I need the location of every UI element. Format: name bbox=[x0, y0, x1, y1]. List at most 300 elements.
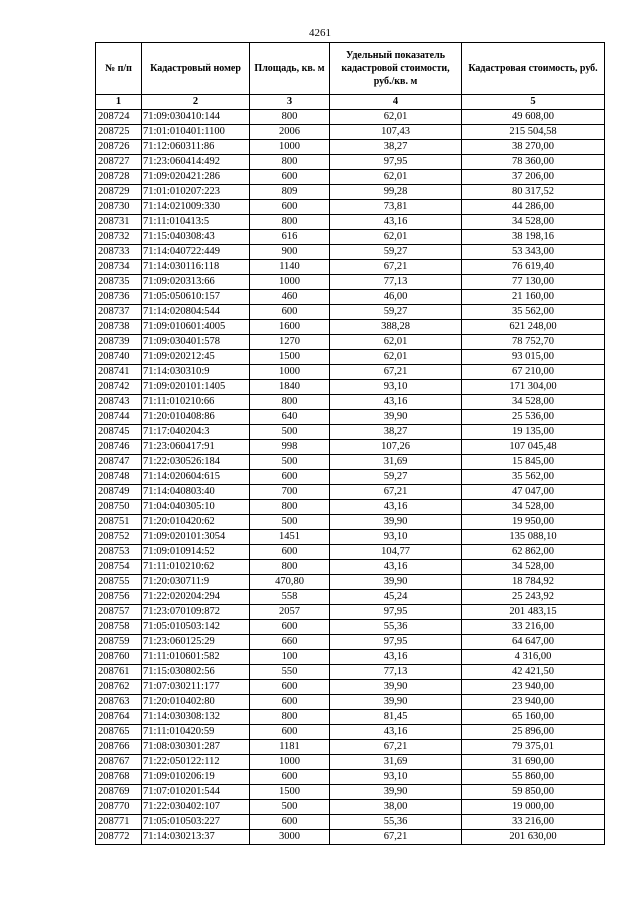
area-value: 800 bbox=[250, 395, 330, 410]
area-value: 660 bbox=[250, 635, 330, 650]
area-value: 1500 bbox=[250, 785, 330, 800]
row-number: 208754 bbox=[96, 560, 142, 575]
unit-value: 46,00 bbox=[330, 290, 462, 305]
table-row bbox=[96, 260, 605, 275]
unit-value: 43,16 bbox=[330, 500, 462, 515]
table-row bbox=[96, 560, 605, 575]
row-number: 208748 bbox=[96, 470, 142, 485]
area-value: 800 bbox=[250, 155, 330, 170]
row-number: 208767 bbox=[96, 755, 142, 770]
area-value: 600 bbox=[250, 620, 330, 635]
unit-value: 97,95 bbox=[330, 605, 462, 620]
table-row bbox=[96, 215, 605, 230]
cadastral-cost: 42 421,50 bbox=[462, 665, 605, 680]
table-row bbox=[96, 770, 605, 785]
unit-value: 67,21 bbox=[330, 485, 462, 500]
table-row bbox=[96, 680, 605, 695]
cadastral-number: 71:20:010402:80 bbox=[142, 695, 250, 710]
cadastral-number: 71:14:020604:615 bbox=[142, 470, 250, 485]
row-number: 208747 bbox=[96, 455, 142, 470]
unit-value: 43,16 bbox=[330, 395, 462, 410]
area-value: 1600 bbox=[250, 320, 330, 335]
cadastral-cost: 67 210,00 bbox=[462, 365, 605, 380]
cadastral-number: 71:07:030211:177 bbox=[142, 680, 250, 695]
cadastral-cost: 18 784,92 bbox=[462, 575, 605, 590]
table-row bbox=[96, 335, 605, 350]
cadastral-number: 71:09:020101:3054 bbox=[142, 530, 250, 545]
cadastral-cost: 59 850,00 bbox=[462, 785, 605, 800]
cadastral-number: 71:14:030308:132 bbox=[142, 710, 250, 725]
table-row bbox=[96, 365, 605, 380]
cadastral-number: 71:23:060125:29 bbox=[142, 635, 250, 650]
table-row bbox=[96, 200, 605, 215]
row-number: 208732 bbox=[96, 230, 142, 245]
area-value: 1270 bbox=[250, 335, 330, 350]
table-row bbox=[96, 230, 605, 245]
row-number: 208761 bbox=[96, 665, 142, 680]
unit-value: 81,45 bbox=[330, 710, 462, 725]
cadastral-number: 71:11:010210:62 bbox=[142, 560, 250, 575]
cadastral-number: 71:09:010206:19 bbox=[142, 770, 250, 785]
area-value: 1000 bbox=[250, 365, 330, 380]
table-row bbox=[96, 740, 605, 755]
cadastral-cost: 19 135,00 bbox=[462, 425, 605, 440]
area-value: 1000 bbox=[250, 275, 330, 290]
unit-value: 38,27 bbox=[330, 140, 462, 155]
cadastral-cost: 34 528,00 bbox=[462, 560, 605, 575]
table-row bbox=[96, 530, 605, 545]
header-unit-value: Удельный показатель кадастровой стоимости, руб./кв. м bbox=[330, 43, 462, 95]
unit-value: 97,95 bbox=[330, 155, 462, 170]
unit-value: 45,24 bbox=[330, 590, 462, 605]
area-value: 558 bbox=[250, 590, 330, 605]
table-row bbox=[96, 305, 605, 320]
cadastral-number: 71:11:010210:66 bbox=[142, 395, 250, 410]
cadastral-cost: 77 130,00 bbox=[462, 275, 605, 290]
area-value: 700 bbox=[250, 485, 330, 500]
area-value: 600 bbox=[250, 725, 330, 740]
table-row bbox=[96, 575, 605, 590]
cadastral-number: 71:23:060417:91 bbox=[142, 440, 250, 455]
unit-value: 388,28 bbox=[330, 320, 462, 335]
area-value: 1181 bbox=[250, 740, 330, 755]
cadastral-number: 71:09:010914:52 bbox=[142, 545, 250, 560]
cadastral-cost: 107 045,48 bbox=[462, 440, 605, 455]
cadastral-number: 71:14:030213:37 bbox=[142, 830, 250, 845]
area-value: 998 bbox=[250, 440, 330, 455]
cadastral-number: 71:05:050610:157 bbox=[142, 290, 250, 305]
unit-value: 62,01 bbox=[330, 335, 462, 350]
cadastral-cost: 25 243,92 bbox=[462, 590, 605, 605]
unit-value: 67,21 bbox=[330, 830, 462, 845]
cadastral-cost: 78 752,70 bbox=[462, 335, 605, 350]
cadastral-number: 71:22:030402:107 bbox=[142, 800, 250, 815]
cadastral-cost: 215 504,58 bbox=[462, 125, 605, 140]
area-value: 600 bbox=[250, 695, 330, 710]
cadastral-number: 71:05:010503:142 bbox=[142, 620, 250, 635]
table-row bbox=[96, 290, 605, 305]
row-number: 208771 bbox=[96, 815, 142, 830]
area-value: 1140 bbox=[250, 260, 330, 275]
row-number: 208743 bbox=[96, 395, 142, 410]
unit-value: 67,21 bbox=[330, 260, 462, 275]
cadastral-number: 71:20:010420:62 bbox=[142, 515, 250, 530]
unit-value: 104,77 bbox=[330, 545, 462, 560]
row-number: 208759 bbox=[96, 635, 142, 650]
table-row bbox=[96, 425, 605, 440]
cadastral-number: 71:22:020204:294 bbox=[142, 590, 250, 605]
row-number: 208733 bbox=[96, 245, 142, 260]
page-number: 4261 bbox=[309, 27, 331, 39]
unit-value: 97,95 bbox=[330, 635, 462, 650]
table-row bbox=[96, 395, 605, 410]
cadastral-cost: 34 528,00 bbox=[462, 395, 605, 410]
area-value: 800 bbox=[250, 215, 330, 230]
cadastral-number: 71:14:040803:40 bbox=[142, 485, 250, 500]
table-row bbox=[96, 320, 605, 335]
row-number: 208728 bbox=[96, 170, 142, 185]
area-value: 800 bbox=[250, 710, 330, 725]
row-number: 208766 bbox=[96, 740, 142, 755]
row-number: 208741 bbox=[96, 365, 142, 380]
row-number: 208769 bbox=[96, 785, 142, 800]
cadastral-number: 71:04:040305:10 bbox=[142, 500, 250, 515]
table-row bbox=[96, 755, 605, 770]
row-number: 208752 bbox=[96, 530, 142, 545]
row-number: 208736 bbox=[96, 290, 142, 305]
column-number: 2 bbox=[142, 95, 250, 110]
area-value: 600 bbox=[250, 170, 330, 185]
unit-value: 31,69 bbox=[330, 455, 462, 470]
cadastral-number: 71:12:060311:86 bbox=[142, 140, 250, 155]
table-row bbox=[96, 110, 605, 125]
cadastral-cost: 62 862,00 bbox=[462, 545, 605, 560]
table-row bbox=[96, 500, 605, 515]
column-number: 5 bbox=[462, 95, 605, 110]
unit-value: 31,69 bbox=[330, 755, 462, 770]
unit-value: 38,00 bbox=[330, 800, 462, 815]
cadastral-cost: 38 198,16 bbox=[462, 230, 605, 245]
area-value: 500 bbox=[250, 515, 330, 530]
row-number: 208740 bbox=[96, 350, 142, 365]
column-number-row bbox=[96, 95, 605, 110]
unit-value: 59,27 bbox=[330, 245, 462, 260]
area-value: 800 bbox=[250, 500, 330, 515]
cadastral-cost: 23 940,00 bbox=[462, 695, 605, 710]
cadastral-number: 71:09:030401:578 bbox=[142, 335, 250, 350]
row-number: 208772 bbox=[96, 830, 142, 845]
area-value: 1000 bbox=[250, 755, 330, 770]
cadastral-cost: 4 316,00 bbox=[462, 650, 605, 665]
cadastral-number: 71:23:060414:492 bbox=[142, 155, 250, 170]
area-value: 600 bbox=[250, 470, 330, 485]
area-value: 800 bbox=[250, 560, 330, 575]
area-value: 1500 bbox=[250, 350, 330, 365]
row-number: 208739 bbox=[96, 335, 142, 350]
row-number: 208744 bbox=[96, 410, 142, 425]
cadastral-cost: 33 216,00 bbox=[462, 620, 605, 635]
table-row bbox=[96, 470, 605, 485]
cadastral-number: 71:09:020101:1405 bbox=[142, 380, 250, 395]
cadastral-cost: 78 360,00 bbox=[462, 155, 605, 170]
area-value: 600 bbox=[250, 770, 330, 785]
table-row bbox=[96, 350, 605, 365]
row-number: 208727 bbox=[96, 155, 142, 170]
cadastral-number: 71:09:020313:66 bbox=[142, 275, 250, 290]
cadastral-number: 71:17:040204:3 bbox=[142, 425, 250, 440]
row-number: 208742 bbox=[96, 380, 142, 395]
row-number: 208755 bbox=[96, 575, 142, 590]
unit-value: 62,01 bbox=[330, 350, 462, 365]
area-value: 500 bbox=[250, 425, 330, 440]
table-row bbox=[96, 275, 605, 290]
area-value: 900 bbox=[250, 245, 330, 260]
row-number: 208765 bbox=[96, 725, 142, 740]
row-number: 208763 bbox=[96, 695, 142, 710]
unit-value: 99,28 bbox=[330, 185, 462, 200]
unit-value: 39,90 bbox=[330, 515, 462, 530]
cadastral-number: 71:09:030410:144 bbox=[142, 110, 250, 125]
area-value: 600 bbox=[250, 305, 330, 320]
table-row bbox=[96, 815, 605, 830]
unit-value: 107,43 bbox=[330, 125, 462, 140]
row-number: 208734 bbox=[96, 260, 142, 275]
cadastral-number: 71:01:010401:1100 bbox=[142, 125, 250, 140]
cadastral-cost: 37 206,00 bbox=[462, 170, 605, 185]
cadastral-cost: 35 562,00 bbox=[462, 305, 605, 320]
cadastral-number: 71:07:010201:544 bbox=[142, 785, 250, 800]
area-value: 100 bbox=[250, 650, 330, 665]
cadastral-cost: 25 536,00 bbox=[462, 410, 605, 425]
row-number: 208725 bbox=[96, 125, 142, 140]
unit-value: 93,10 bbox=[330, 770, 462, 785]
area-value: 3000 bbox=[250, 830, 330, 845]
cadastral-cost: 49 608,00 bbox=[462, 110, 605, 125]
row-number: 208760 bbox=[96, 650, 142, 665]
area-value: 600 bbox=[250, 680, 330, 695]
cadastral-cost: 55 860,00 bbox=[462, 770, 605, 785]
cadastral-cost: 25 896,00 bbox=[462, 725, 605, 740]
table-row bbox=[96, 485, 605, 500]
row-number: 208749 bbox=[96, 485, 142, 500]
row-number: 208762 bbox=[96, 680, 142, 695]
row-number: 208756 bbox=[96, 590, 142, 605]
unit-value: 93,10 bbox=[330, 380, 462, 395]
cadastral-cost: 34 528,00 bbox=[462, 500, 605, 515]
row-number: 208753 bbox=[96, 545, 142, 560]
table-row bbox=[96, 620, 605, 635]
area-value: 600 bbox=[250, 545, 330, 560]
cadastral-number: 71:14:040722:449 bbox=[142, 245, 250, 260]
table-row bbox=[96, 455, 605, 470]
area-value: 600 bbox=[250, 815, 330, 830]
row-number: 208738 bbox=[96, 320, 142, 335]
unit-value: 43,16 bbox=[330, 215, 462, 230]
cadastral-number: 71:05:010503:227 bbox=[142, 815, 250, 830]
cadastral-cost: 35 562,00 bbox=[462, 470, 605, 485]
unit-value: 107,26 bbox=[330, 440, 462, 455]
table-row bbox=[96, 545, 605, 560]
cadastral-number: 71:09:020212:45 bbox=[142, 350, 250, 365]
row-number: 208746 bbox=[96, 440, 142, 455]
cadastral-cost: 201 483,15 bbox=[462, 605, 605, 620]
unit-value: 43,16 bbox=[330, 725, 462, 740]
area-value: 2057 bbox=[250, 605, 330, 620]
cadastral-cost: 201 630,00 bbox=[462, 830, 605, 845]
unit-value: 55,36 bbox=[330, 815, 462, 830]
row-number: 208751 bbox=[96, 515, 142, 530]
cadastral-cost: 79 375,01 bbox=[462, 740, 605, 755]
unit-value: 77,13 bbox=[330, 275, 462, 290]
area-value: 500 bbox=[250, 800, 330, 815]
unit-value: 43,16 bbox=[330, 650, 462, 665]
table-row bbox=[96, 170, 605, 185]
unit-value: 62,01 bbox=[330, 230, 462, 245]
cadastral-number: 71:14:021009:330 bbox=[142, 200, 250, 215]
unit-value: 67,21 bbox=[330, 740, 462, 755]
unit-value: 67,21 bbox=[330, 365, 462, 380]
cadastral-number: 71:11:010413:5 bbox=[142, 215, 250, 230]
row-number: 208729 bbox=[96, 185, 142, 200]
unit-value: 39,90 bbox=[330, 410, 462, 425]
cadastral-number: 71:14:020804:544 bbox=[142, 305, 250, 320]
cadastral-cost: 19 000,00 bbox=[462, 800, 605, 815]
area-value: 550 bbox=[250, 665, 330, 680]
unit-value: 39,90 bbox=[330, 695, 462, 710]
row-number: 208750 bbox=[96, 500, 142, 515]
table-row bbox=[96, 125, 605, 140]
header-row-number: № п/п bbox=[96, 43, 142, 95]
unit-value: 55,36 bbox=[330, 620, 462, 635]
area-value: 600 bbox=[250, 200, 330, 215]
table-row bbox=[96, 710, 605, 725]
cadastral-number: 71:01:010207:223 bbox=[142, 185, 250, 200]
table-row bbox=[96, 785, 605, 800]
cadastral-cost: 34 528,00 bbox=[462, 215, 605, 230]
cadastral-cost: 19 950,00 bbox=[462, 515, 605, 530]
header-row bbox=[96, 43, 605, 95]
area-value: 800 bbox=[250, 110, 330, 125]
cadastral-number: 71:14:030116:118 bbox=[142, 260, 250, 275]
cadastral-cost: 21 160,00 bbox=[462, 290, 605, 305]
row-number: 208730 bbox=[96, 200, 142, 215]
table-row bbox=[96, 695, 605, 710]
table-row bbox=[96, 155, 605, 170]
row-number: 208731 bbox=[96, 215, 142, 230]
unit-value: 93,10 bbox=[330, 530, 462, 545]
row-number: 208757 bbox=[96, 605, 142, 620]
table-row bbox=[96, 590, 605, 605]
column-number: 3 bbox=[250, 95, 330, 110]
column-number: 1 bbox=[96, 95, 142, 110]
cadastral-number: 71:15:030802:56 bbox=[142, 665, 250, 680]
table-row bbox=[96, 410, 605, 425]
cadastral-number: 71:09:010601:4005 bbox=[142, 320, 250, 335]
row-number: 208764 bbox=[96, 710, 142, 725]
cadastral-cost: 135 088,10 bbox=[462, 530, 605, 545]
cadastral-cost: 15 845,00 bbox=[462, 455, 605, 470]
table-row bbox=[96, 830, 605, 845]
unit-value: 38,27 bbox=[330, 425, 462, 440]
header-area: Площадь, кв. м bbox=[250, 43, 330, 95]
table-row bbox=[96, 635, 605, 650]
cadastral-number: 71:08:030301:287 bbox=[142, 740, 250, 755]
cadastral-cost: 80 317,52 bbox=[462, 185, 605, 200]
cadastral-cost: 621 248,00 bbox=[462, 320, 605, 335]
row-number: 208737 bbox=[96, 305, 142, 320]
row-number: 208745 bbox=[96, 425, 142, 440]
unit-value: 62,01 bbox=[330, 110, 462, 125]
cadastral-cost: 33 216,00 bbox=[462, 815, 605, 830]
cadastral-cost: 76 619,40 bbox=[462, 260, 605, 275]
cadastral-cost: 64 647,00 bbox=[462, 635, 605, 650]
row-number: 208724 bbox=[96, 110, 142, 125]
area-value: 500 bbox=[250, 455, 330, 470]
cadastral-cost: 23 940,00 bbox=[462, 680, 605, 695]
unit-value: 77,13 bbox=[330, 665, 462, 680]
table-row bbox=[96, 605, 605, 620]
cadastral-cost: 53 343,00 bbox=[462, 245, 605, 260]
cadastral-cost: 65 160,00 bbox=[462, 710, 605, 725]
unit-value: 43,16 bbox=[330, 560, 462, 575]
cadastral-number: 71:14:030310:9 bbox=[142, 365, 250, 380]
table-row bbox=[96, 725, 605, 740]
area-value: 1451 bbox=[250, 530, 330, 545]
table-row bbox=[96, 650, 605, 665]
table-row bbox=[96, 140, 605, 155]
cadastral-number: 71:15:040308:43 bbox=[142, 230, 250, 245]
unit-value: 59,27 bbox=[330, 470, 462, 485]
area-value: 2006 bbox=[250, 125, 330, 140]
table-row bbox=[96, 185, 605, 200]
row-number: 208726 bbox=[96, 140, 142, 155]
cadastral-number: 71:22:050122:112 bbox=[142, 755, 250, 770]
table-row bbox=[96, 800, 605, 815]
unit-value: 62,01 bbox=[330, 170, 462, 185]
area-value: 1840 bbox=[250, 380, 330, 395]
area-value: 1000 bbox=[250, 140, 330, 155]
cadastral-cost: 93 015,00 bbox=[462, 350, 605, 365]
unit-value: 59,27 bbox=[330, 305, 462, 320]
cadastral-cost: 171 304,00 bbox=[462, 380, 605, 395]
area-value: 640 bbox=[250, 410, 330, 425]
table-row bbox=[96, 440, 605, 455]
cadastral-number: 71:20:030711:9 bbox=[142, 575, 250, 590]
row-number: 208735 bbox=[96, 275, 142, 290]
table-row bbox=[96, 665, 605, 680]
unit-value: 73,81 bbox=[330, 200, 462, 215]
area-value: 616 bbox=[250, 230, 330, 245]
row-number: 208768 bbox=[96, 770, 142, 785]
cadastral-cost: 47 047,00 bbox=[462, 485, 605, 500]
table-row bbox=[96, 380, 605, 395]
cadastral-number: 71:22:030526:184 bbox=[142, 455, 250, 470]
area-value: 470,80 bbox=[250, 575, 330, 590]
row-number: 208758 bbox=[96, 620, 142, 635]
header-cadastral-number: Кадастровый номер bbox=[142, 43, 250, 95]
table-row bbox=[96, 515, 605, 530]
row-number: 208770 bbox=[96, 800, 142, 815]
table-row bbox=[96, 245, 605, 260]
area-value: 809 bbox=[250, 185, 330, 200]
cadastral-number: 71:11:010420:59 bbox=[142, 725, 250, 740]
cadastral-cost: 44 286,00 bbox=[462, 200, 605, 215]
unit-value: 39,90 bbox=[330, 785, 462, 800]
cadastral-number: 71:11:010601:582 bbox=[142, 650, 250, 665]
cadastral-number: 71:09:020421:286 bbox=[142, 170, 250, 185]
cadastral-cost: 38 270,00 bbox=[462, 140, 605, 155]
cadastral-value-table bbox=[95, 42, 605, 845]
